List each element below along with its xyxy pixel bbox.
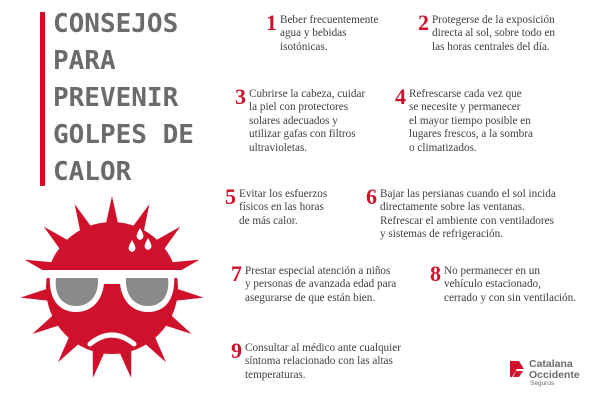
tip-line: y sistemas de refrigeración. (380, 228, 504, 241)
tip-text (444, 265, 576, 305)
brand-line: Occidente (529, 368, 580, 381)
catalana-occidente-logo-icon (508, 359, 526, 379)
tip-4 (395, 84, 533, 155)
tip-text (249, 88, 365, 155)
tip-number: 2 (418, 10, 429, 35)
tip-line: de más calor. (239, 214, 298, 227)
title-line: GOLPES DE (53, 120, 194, 150)
tip-text (245, 342, 401, 382)
brand-logo (508, 359, 580, 387)
tip-line: la piel con protectores (249, 101, 349, 114)
page-title (53, 6, 243, 191)
tip-line: isotónicas. (280, 40, 328, 53)
tip-1 (266, 10, 379, 54)
tip-number: 4 (395, 84, 406, 109)
tip-line: o climatizados. (409, 141, 477, 154)
tip-line: asegurarse de que están bien. (245, 291, 376, 304)
tip-line: agua y bebidas (280, 27, 347, 40)
tip-line: temperaturas. (245, 368, 306, 381)
tip-number: 1 (266, 10, 277, 35)
title-line: CONSEJOS (53, 9, 179, 39)
tip-text (380, 188, 556, 242)
tip-number: 5 (225, 184, 236, 209)
tip-line: ultravioletas. (249, 141, 308, 154)
tip-line: Refrescarse cada vez que (409, 88, 522, 100)
tip-line: Bajar las persianas cuando el sol incida (380, 188, 556, 200)
tip-text (280, 14, 378, 54)
tip-line: vehículo estacionado, (444, 278, 541, 291)
title-line: CALOR (53, 157, 132, 187)
tip-line: el mayor tiempo posible en (409, 114, 531, 127)
tip-line: Refrescar el ambiente con ventiladores (380, 214, 554, 227)
tip-number: 7 (231, 261, 242, 286)
tip-number: 6 (366, 184, 377, 209)
tip-line: solares adecuados y (249, 114, 338, 127)
tip-line: síntoma relacionado con las altas (245, 355, 393, 368)
tip-line: y personas de avanzada edad para (245, 278, 397, 291)
tip-7 (231, 261, 397, 305)
title-line: PARA (53, 46, 116, 76)
tip-text (409, 88, 533, 155)
tip-line: se necesite y permanecer (409, 101, 521, 114)
tip-line: Evitar los esfuerzos (239, 188, 328, 200)
tip-text (239, 188, 327, 228)
title-line: PREVENIR (53, 83, 179, 113)
tip-2 (418, 10, 556, 54)
tip-line: Consultar al médico ante cualquier (245, 342, 401, 354)
tip-line: utilizar gafas con filtros (249, 128, 356, 141)
tip-text (245, 265, 396, 305)
tip-line: Beber frecuentemente (280, 14, 379, 26)
tip-number: 9 (231, 338, 242, 363)
tip-line: cerrado y con sin ventilación. (444, 291, 577, 304)
tip-number: 3 (235, 84, 246, 109)
tip-line: No permanecer en un (444, 265, 540, 277)
title-accent-bar (40, 12, 45, 186)
tip-5 (225, 184, 328, 228)
tip-line: Protegerse de la exposición (432, 14, 555, 26)
tip-9 (231, 338, 401, 382)
tip-text (432, 14, 555, 54)
brand-subtitle: Seguros (530, 380, 555, 387)
tip-3 (235, 84, 366, 155)
tip-line: directamente sobre las ventanas. (380, 201, 525, 214)
tip-line: Cubrirse la cabeza, cuidar (249, 88, 366, 100)
tip-line: físicos en las horas (239, 201, 324, 214)
tip-line: directa al sol, sobre todo en (432, 27, 556, 40)
tip-line: Prestar especial atención a niños (245, 265, 391, 277)
tip-6 (366, 184, 556, 242)
brand-name (529, 359, 580, 380)
tip-line: las horas centrales del día. (432, 40, 550, 53)
brand-line: Catalana (529, 358, 573, 370)
tip-8 (430, 261, 577, 305)
sun-with-sunglasses-icon (12, 188, 212, 388)
tip-line: lugares frescos, a la sombra (409, 128, 533, 141)
tip-number: 8 (430, 261, 441, 286)
